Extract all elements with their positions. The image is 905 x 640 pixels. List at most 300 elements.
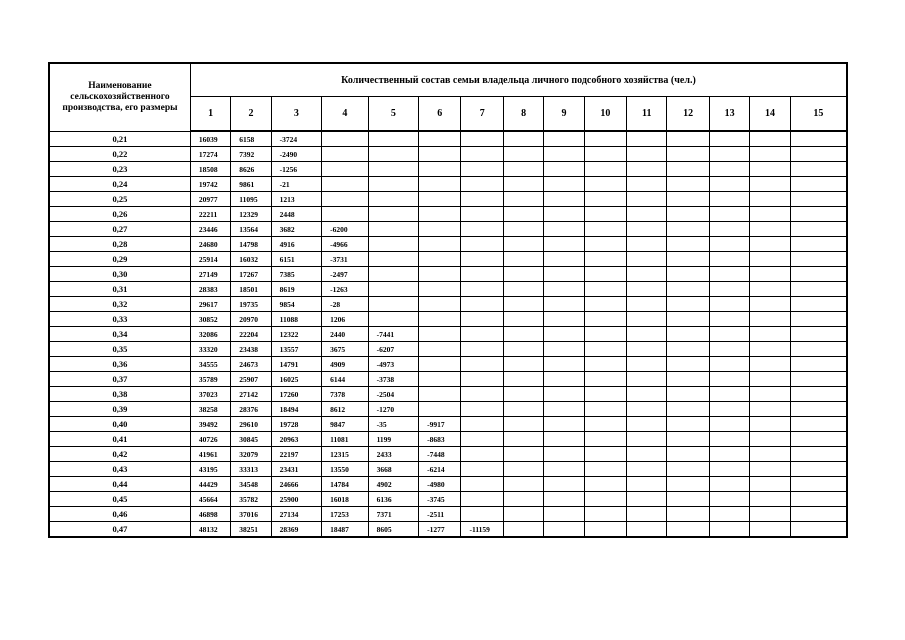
table-cell xyxy=(627,207,667,222)
table-cell xyxy=(667,462,709,477)
table-cell xyxy=(584,447,626,462)
table-cell xyxy=(667,522,709,538)
row-label: 0,36 xyxy=(49,357,190,372)
table-cell xyxy=(750,327,790,342)
table-cell xyxy=(627,252,667,267)
row-label: 0,25 xyxy=(49,192,190,207)
table-cell xyxy=(419,297,461,312)
table-cell: 6158 xyxy=(231,131,271,147)
table-cell xyxy=(503,312,543,327)
table-cell xyxy=(503,372,543,387)
table-cell xyxy=(544,477,584,492)
table-cell xyxy=(419,207,461,222)
table-cell xyxy=(627,477,667,492)
table-cell xyxy=(750,177,790,192)
table-cell: 30852 xyxy=(190,312,230,327)
table-cell xyxy=(584,147,626,162)
table-cell: 22211 xyxy=(190,207,230,222)
table-cell xyxy=(503,267,543,282)
table-cell xyxy=(503,222,543,237)
table-cell xyxy=(461,252,503,267)
table-cell: 27142 xyxy=(231,387,271,402)
table-cell xyxy=(461,297,503,312)
table-cell xyxy=(750,417,790,432)
table-cell: -6207 xyxy=(368,342,418,357)
row-label: 0,29 xyxy=(49,252,190,267)
table-cell: 27134 xyxy=(271,507,321,522)
table-cell: 20977 xyxy=(190,192,230,207)
table-cell xyxy=(503,192,543,207)
table-cell: -2497 xyxy=(322,267,368,282)
row-label: 0,24 xyxy=(49,177,190,192)
table-cell: 14798 xyxy=(231,237,271,252)
table-cell xyxy=(322,177,368,192)
table-cell xyxy=(667,222,709,237)
column-number-header: 10 xyxy=(584,97,626,132)
table-cell xyxy=(584,492,626,507)
table-cell xyxy=(419,327,461,342)
table-cell xyxy=(750,387,790,402)
table-cell: 18494 xyxy=(271,402,321,417)
table-cell xyxy=(709,252,749,267)
table-cell xyxy=(627,357,667,372)
column-number-header: 1 xyxy=(190,97,230,132)
table-cell xyxy=(584,297,626,312)
table-cell: 46898 xyxy=(190,507,230,522)
table-cell xyxy=(419,312,461,327)
table-cell xyxy=(627,131,667,147)
table-cell: 48132 xyxy=(190,522,230,538)
table-cell: 30845 xyxy=(231,432,271,447)
table-cell xyxy=(419,252,461,267)
column-number-header: 3 xyxy=(271,97,321,132)
table-cell xyxy=(667,177,709,192)
row-label: 0,33 xyxy=(49,312,190,327)
table-cell xyxy=(627,447,667,462)
table-cell: 16039 xyxy=(190,131,230,147)
table-cell xyxy=(790,357,847,372)
table-cell: 34555 xyxy=(190,357,230,372)
row-label: 0,46 xyxy=(49,507,190,522)
table-cell: 13550 xyxy=(322,462,368,477)
table-cell xyxy=(750,477,790,492)
column-number-header: 14 xyxy=(750,97,790,132)
table-cell: 38251 xyxy=(231,522,271,538)
table-cell xyxy=(419,177,461,192)
table-cell xyxy=(584,207,626,222)
table-cell xyxy=(750,447,790,462)
table-cell: -3738 xyxy=(368,372,418,387)
table-cell xyxy=(790,507,847,522)
table-cell xyxy=(667,492,709,507)
table-cell xyxy=(709,162,749,177)
row-label: 0,37 xyxy=(49,372,190,387)
table-cell: -21 xyxy=(271,177,321,192)
table-cell xyxy=(790,312,847,327)
column-number-header: 5 xyxy=(368,97,418,132)
table-cell xyxy=(503,447,543,462)
table-cell xyxy=(419,147,461,162)
table-cell: 27149 xyxy=(190,267,230,282)
table-cell: 6144 xyxy=(322,372,368,387)
table-cell: 12329 xyxy=(231,207,271,222)
table-cell xyxy=(461,372,503,387)
table-cell: 7385 xyxy=(271,267,321,282)
table-cell xyxy=(709,131,749,147)
table-cell xyxy=(584,192,626,207)
row-label: 0,26 xyxy=(49,207,190,222)
table-cell xyxy=(419,192,461,207)
row-label: 0,27 xyxy=(49,222,190,237)
table-cell xyxy=(667,147,709,162)
table-cell xyxy=(750,267,790,282)
table-cell xyxy=(461,402,503,417)
header-production-name: Наименование сельскохозяйственного производства, его размеры xyxy=(49,63,190,131)
row-label: 0,44 xyxy=(49,477,190,492)
table-cell: 16025 xyxy=(271,372,321,387)
table-cell xyxy=(419,357,461,372)
table-row xyxy=(49,297,847,312)
table-cell xyxy=(627,507,667,522)
table-cell xyxy=(544,507,584,522)
table-cell: 1213 xyxy=(271,192,321,207)
table-cell xyxy=(419,222,461,237)
table-cell xyxy=(709,447,749,462)
table-cell xyxy=(368,312,418,327)
table-cell xyxy=(544,327,584,342)
table-cell xyxy=(667,447,709,462)
table-row xyxy=(49,147,847,162)
table-cell xyxy=(322,131,368,147)
table-cell xyxy=(461,312,503,327)
table-row xyxy=(49,252,847,267)
table-cell xyxy=(544,522,584,538)
table-cell xyxy=(750,162,790,177)
table-cell: -6214 xyxy=(419,462,461,477)
table-cell xyxy=(503,297,543,312)
table-cell xyxy=(627,237,667,252)
table-cell xyxy=(750,342,790,357)
row-label: 0,47 xyxy=(49,522,190,538)
header-family-composition: Количественный состав семьи владельца личного подсобного хозяйства (чел.) xyxy=(190,63,847,97)
row-label: 0,45 xyxy=(49,492,190,507)
row-label: 0,41 xyxy=(49,432,190,447)
table-cell: 43195 xyxy=(190,462,230,477)
table-cell xyxy=(667,477,709,492)
table-cell xyxy=(667,162,709,177)
table-cell xyxy=(368,162,418,177)
table-cell xyxy=(709,237,749,252)
table-cell xyxy=(503,342,543,357)
table-cell xyxy=(461,237,503,252)
table-cell xyxy=(368,282,418,297)
table-cell: 9847 xyxy=(322,417,368,432)
table-cell xyxy=(544,417,584,432)
table-cell xyxy=(709,222,749,237)
table-cell xyxy=(584,372,626,387)
table-cell: 33320 xyxy=(190,342,230,357)
table-cell: 32079 xyxy=(231,447,271,462)
row-label: 0,30 xyxy=(49,267,190,282)
table-cell: 17274 xyxy=(190,147,230,162)
table-cell xyxy=(709,327,749,342)
table-cell: 11081 xyxy=(322,432,368,447)
table-cell xyxy=(709,192,749,207)
table-cell: 8605 xyxy=(368,522,418,538)
table-cell xyxy=(368,252,418,267)
table-cell xyxy=(790,222,847,237)
table-cell: 1206 xyxy=(322,312,368,327)
row-label: 0,31 xyxy=(49,282,190,297)
table-cell xyxy=(627,147,667,162)
table-cell xyxy=(544,372,584,387)
table-cell xyxy=(584,507,626,522)
table-cell xyxy=(790,192,847,207)
table-cell: 8626 xyxy=(231,162,271,177)
row-label: 0,39 xyxy=(49,402,190,417)
table-cell xyxy=(627,192,667,207)
table-cell xyxy=(368,222,418,237)
table-cell xyxy=(544,147,584,162)
table-cell: 25914 xyxy=(190,252,230,267)
table-cell: 7392 xyxy=(231,147,271,162)
table-cell: -6200 xyxy=(322,222,368,237)
table-cell xyxy=(368,147,418,162)
table-cell xyxy=(709,267,749,282)
table-cell: 38258 xyxy=(190,402,230,417)
row-label: 0,23 xyxy=(49,162,190,177)
table-cell: -7441 xyxy=(368,327,418,342)
table-cell: 37016 xyxy=(231,507,271,522)
table-cell xyxy=(667,402,709,417)
table-cell xyxy=(667,237,709,252)
table-cell xyxy=(750,372,790,387)
table-cell: 14784 xyxy=(322,477,368,492)
table-cell xyxy=(584,282,626,297)
column-number-header: 12 xyxy=(667,97,709,132)
table-cell xyxy=(544,297,584,312)
table-cell xyxy=(584,402,626,417)
table-cell xyxy=(503,417,543,432)
table-cell: 25907 xyxy=(231,372,271,387)
table-cell xyxy=(627,492,667,507)
table-cell: 40726 xyxy=(190,432,230,447)
table-cell xyxy=(667,327,709,342)
table-cell xyxy=(544,342,584,357)
table-cell xyxy=(322,147,368,162)
table-cell xyxy=(322,192,368,207)
table-cell xyxy=(790,147,847,162)
table-cell xyxy=(584,177,626,192)
table-cell: 16018 xyxy=(322,492,368,507)
table-cell: 29610 xyxy=(231,417,271,432)
table-cell: 24666 xyxy=(271,477,321,492)
table-cell xyxy=(503,357,543,372)
table-row xyxy=(49,462,847,477)
table-row xyxy=(49,177,847,192)
table-cell xyxy=(503,237,543,252)
table-cell: 35789 xyxy=(190,372,230,387)
table-cell xyxy=(419,387,461,402)
table-cell: 2433 xyxy=(368,447,418,462)
row-label: 0,22 xyxy=(49,147,190,162)
table-cell: 6136 xyxy=(368,492,418,507)
table-cell xyxy=(627,282,667,297)
table-cell: 1199 xyxy=(368,432,418,447)
table-cell: 25900 xyxy=(271,492,321,507)
table-cell xyxy=(667,297,709,312)
table-cell xyxy=(544,447,584,462)
table-cell: 23446 xyxy=(190,222,230,237)
table-cell xyxy=(709,147,749,162)
table-cell xyxy=(461,192,503,207)
table-cell xyxy=(750,312,790,327)
table-cell xyxy=(584,522,626,538)
table-cell xyxy=(503,432,543,447)
table-cell xyxy=(750,462,790,477)
table-cell xyxy=(790,432,847,447)
table-cell: 34548 xyxy=(231,477,271,492)
table-cell xyxy=(461,327,503,342)
table-cell xyxy=(544,237,584,252)
table-cell: 45664 xyxy=(190,492,230,507)
table-cell xyxy=(750,222,790,237)
table-cell xyxy=(544,432,584,447)
table-cell xyxy=(627,267,667,282)
table-row xyxy=(49,192,847,207)
table-cell xyxy=(503,402,543,417)
table-cell xyxy=(709,477,749,492)
table-cell xyxy=(503,252,543,267)
row-label: 0,42 xyxy=(49,447,190,462)
table-cell: 28376 xyxy=(231,402,271,417)
table-cell xyxy=(503,462,543,477)
table-cell xyxy=(627,432,667,447)
table-cell xyxy=(461,447,503,462)
table-cell xyxy=(750,507,790,522)
table-cell xyxy=(709,297,749,312)
table-cell: 9854 xyxy=(271,297,321,312)
table-cell xyxy=(461,387,503,402)
table-cell xyxy=(709,402,749,417)
table-cell xyxy=(667,207,709,222)
table-cell xyxy=(544,222,584,237)
table-cell xyxy=(503,387,543,402)
table-cell xyxy=(322,162,368,177)
table-cell xyxy=(461,342,503,357)
table-cell xyxy=(461,267,503,282)
table-cell: -4980 xyxy=(419,477,461,492)
table-cell: -3745 xyxy=(419,492,461,507)
table-cell: 11095 xyxy=(231,192,271,207)
row-label: 0,21 xyxy=(49,131,190,147)
table-cell xyxy=(627,162,667,177)
table-cell: 9861 xyxy=(231,177,271,192)
table-cell xyxy=(790,462,847,477)
table-cell xyxy=(667,252,709,267)
table-cell: -1277 xyxy=(419,522,461,538)
table-cell: 3675 xyxy=(322,342,368,357)
table-cell: -28 xyxy=(322,297,368,312)
column-number-header: 15 xyxy=(790,97,847,132)
table-cell xyxy=(544,252,584,267)
table-cell xyxy=(584,387,626,402)
table-cell: -2490 xyxy=(271,147,321,162)
table-cell: -1270 xyxy=(368,402,418,417)
table-cell: 2448 xyxy=(271,207,321,222)
column-number-header: 11 xyxy=(627,97,667,132)
table-cell xyxy=(503,492,543,507)
table-cell xyxy=(584,432,626,447)
table-cell xyxy=(461,147,503,162)
table-row xyxy=(49,342,847,357)
table-cell xyxy=(709,417,749,432)
table-cell xyxy=(503,327,543,342)
table-cell xyxy=(709,357,749,372)
table-cell xyxy=(584,477,626,492)
table-cell xyxy=(419,267,461,282)
table-cell xyxy=(461,477,503,492)
table-cell xyxy=(667,282,709,297)
table-cell xyxy=(667,267,709,282)
table-cell xyxy=(584,222,626,237)
table-cell xyxy=(790,417,847,432)
table-cell xyxy=(709,312,749,327)
table-cell: -9917 xyxy=(419,417,461,432)
table-cell xyxy=(584,131,626,147)
table-cell xyxy=(461,357,503,372)
table-cell: -3731 xyxy=(322,252,368,267)
row-label: 0,40 xyxy=(49,417,190,432)
table-cell: 39492 xyxy=(190,417,230,432)
table-cell xyxy=(544,387,584,402)
table-cell xyxy=(750,282,790,297)
table-cell xyxy=(419,237,461,252)
table-cell xyxy=(419,402,461,417)
table-cell: 22197 xyxy=(271,447,321,462)
table-cell xyxy=(750,492,790,507)
table-cell xyxy=(503,177,543,192)
table-cell xyxy=(368,267,418,282)
table-cell xyxy=(584,327,626,342)
table-cell xyxy=(503,131,543,147)
table-cell: -35 xyxy=(368,417,418,432)
table-cell xyxy=(461,432,503,447)
table-cell xyxy=(790,162,847,177)
table-cell xyxy=(368,177,418,192)
table-cell xyxy=(584,252,626,267)
table-row xyxy=(49,162,847,177)
table-cell xyxy=(709,372,749,387)
table-cell: 3668 xyxy=(368,462,418,477)
table-cell xyxy=(790,447,847,462)
table-cell: 17267 xyxy=(231,267,271,282)
table-cell xyxy=(461,462,503,477)
table-cell xyxy=(368,237,418,252)
table-cell xyxy=(790,177,847,192)
table-cell xyxy=(627,177,667,192)
table-cell xyxy=(709,342,749,357)
table-cell: 18508 xyxy=(190,162,230,177)
table-row xyxy=(49,387,847,402)
column-number-header: 13 xyxy=(709,97,749,132)
table-cell xyxy=(461,207,503,222)
table-cell xyxy=(544,267,584,282)
table-cell xyxy=(627,372,667,387)
table-cell: 8619 xyxy=(271,282,321,297)
table-cell xyxy=(709,387,749,402)
table-cell: 28369 xyxy=(271,522,321,538)
